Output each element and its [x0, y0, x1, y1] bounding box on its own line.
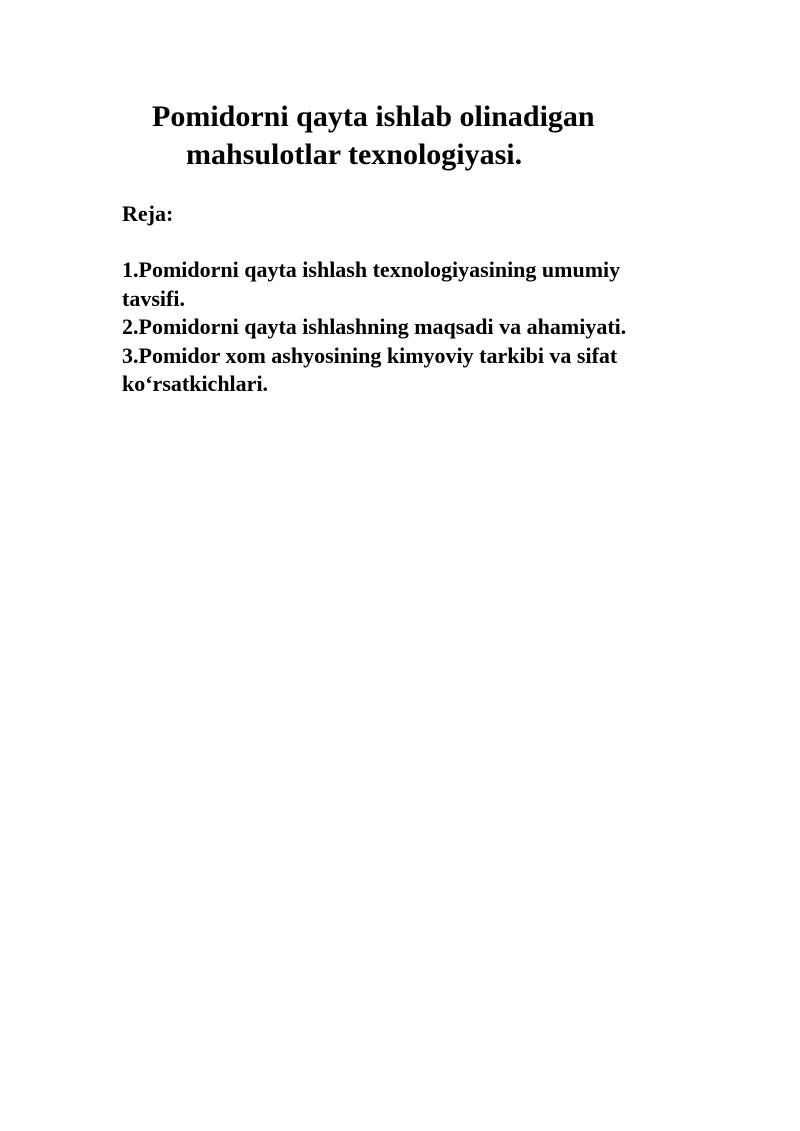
- document-title-line-2: mahsulotlar texnologiyasi.: [186, 138, 523, 171]
- plan-item: 2.Pomidorni qayta ishlashning maqsadi va ahamiyati.: [122, 314, 627, 340]
- plan-item: 3.Pomidor xom ashyosining kimyoviy tarkibi va sifat ko‘rsatkichlari.: [122, 342, 618, 397]
- plan-heading: Reja:: [122, 201, 174, 226]
- plan-item: 1.Pomidorni qayta ishlash texnologiyasining umumiy tavsifi.: [122, 257, 621, 311]
- document-title-line-1: Pomidorni qayta ishlab olinadigan: [152, 100, 595, 133]
- plan-list: [122, 256, 682, 399]
